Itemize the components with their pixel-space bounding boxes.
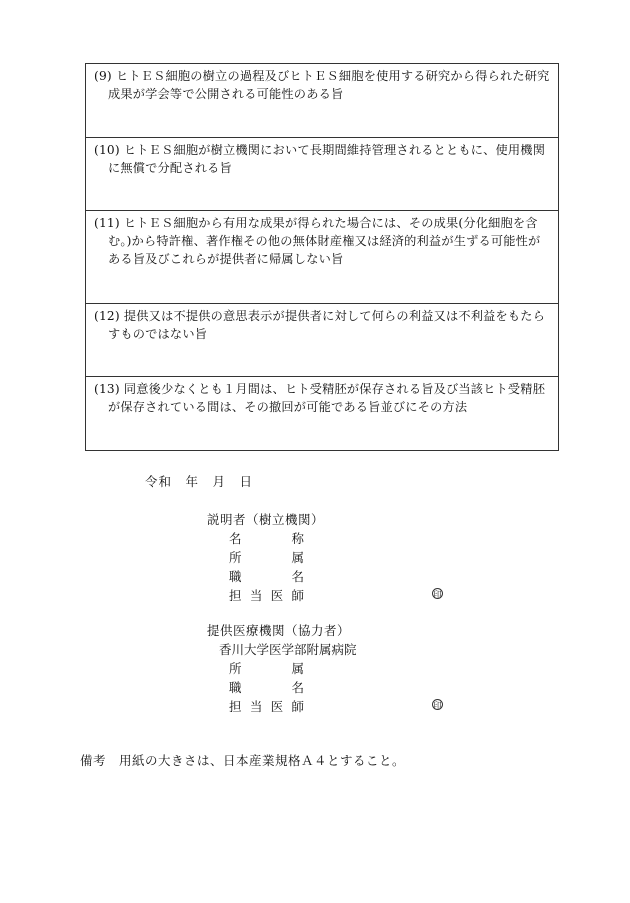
explainer-doctor-label: 担 当 医 師 (229, 588, 304, 603)
consent-items-table (85, 63, 559, 451)
provider-seal: 印 (433, 701, 442, 710)
item-row-12 (86, 304, 558, 377)
item-row-13 (86, 377, 558, 451)
explainer-position-label: 職 名 (229, 569, 304, 584)
item-row-11 (86, 211, 558, 304)
provider-title: 提供医療機関（協力者） (207, 623, 351, 638)
explainer-name-label: 名 称 (229, 531, 304, 546)
explainer-affiliation-label: 所 属 (229, 550, 304, 565)
date-line: 令和 年 月 日 (145, 474, 254, 489)
item-text-12: (12) 提供又は不提供の意思表示が提供者に対して何らの利益又は不利益をもたらすものではない旨 (94, 309, 546, 341)
provider-position-label: 職 名 (229, 680, 304, 695)
item-text-13: (13) 同意後少なくとも１月間は、ヒト受精胚が保存される旨及び当該ヒト受精胚が保存されている間は、その撤回が可能である旨並びにその方法 (94, 382, 546, 414)
provider-doctor-label: 担 当 医 師 (229, 699, 304, 714)
item-row-9 (86, 64, 558, 138)
item-row-10 (86, 138, 558, 211)
remark-note: 備考 用紙の大きさは、日本産業規格Ａ４とすること。 (80, 753, 406, 768)
item-text-11: (11) ヒトＥＳ細胞から有用な成果が得られた場合には、その成果(分化細胞を含む。)から特許権、著作権その他の無体財産権又は経済的利益が生ずる可能性がある旨及びこれらが提供者に帰属しない旨 (94, 216, 541, 266)
provider-hospital: 香川大学医学部附属病院 (219, 642, 357, 657)
explainer-title: 説明者（樹立機関） (207, 512, 325, 527)
provider-affiliation-label: 所 属 (229, 661, 304, 676)
item-text-9: (9) ヒトＥＳ細胞の樹立の過程及びヒトＥＳ細胞を使用する研究から得られた研究成果が学会等で公開される可能性のある旨 (94, 69, 550, 101)
explainer-seal: 印 (433, 590, 442, 599)
item-text-10: (10) ヒトＥＳ細胞が樹立機関において長期間維持管理されるとともに、使用機関に無償で分配される旨 (94, 143, 546, 175)
